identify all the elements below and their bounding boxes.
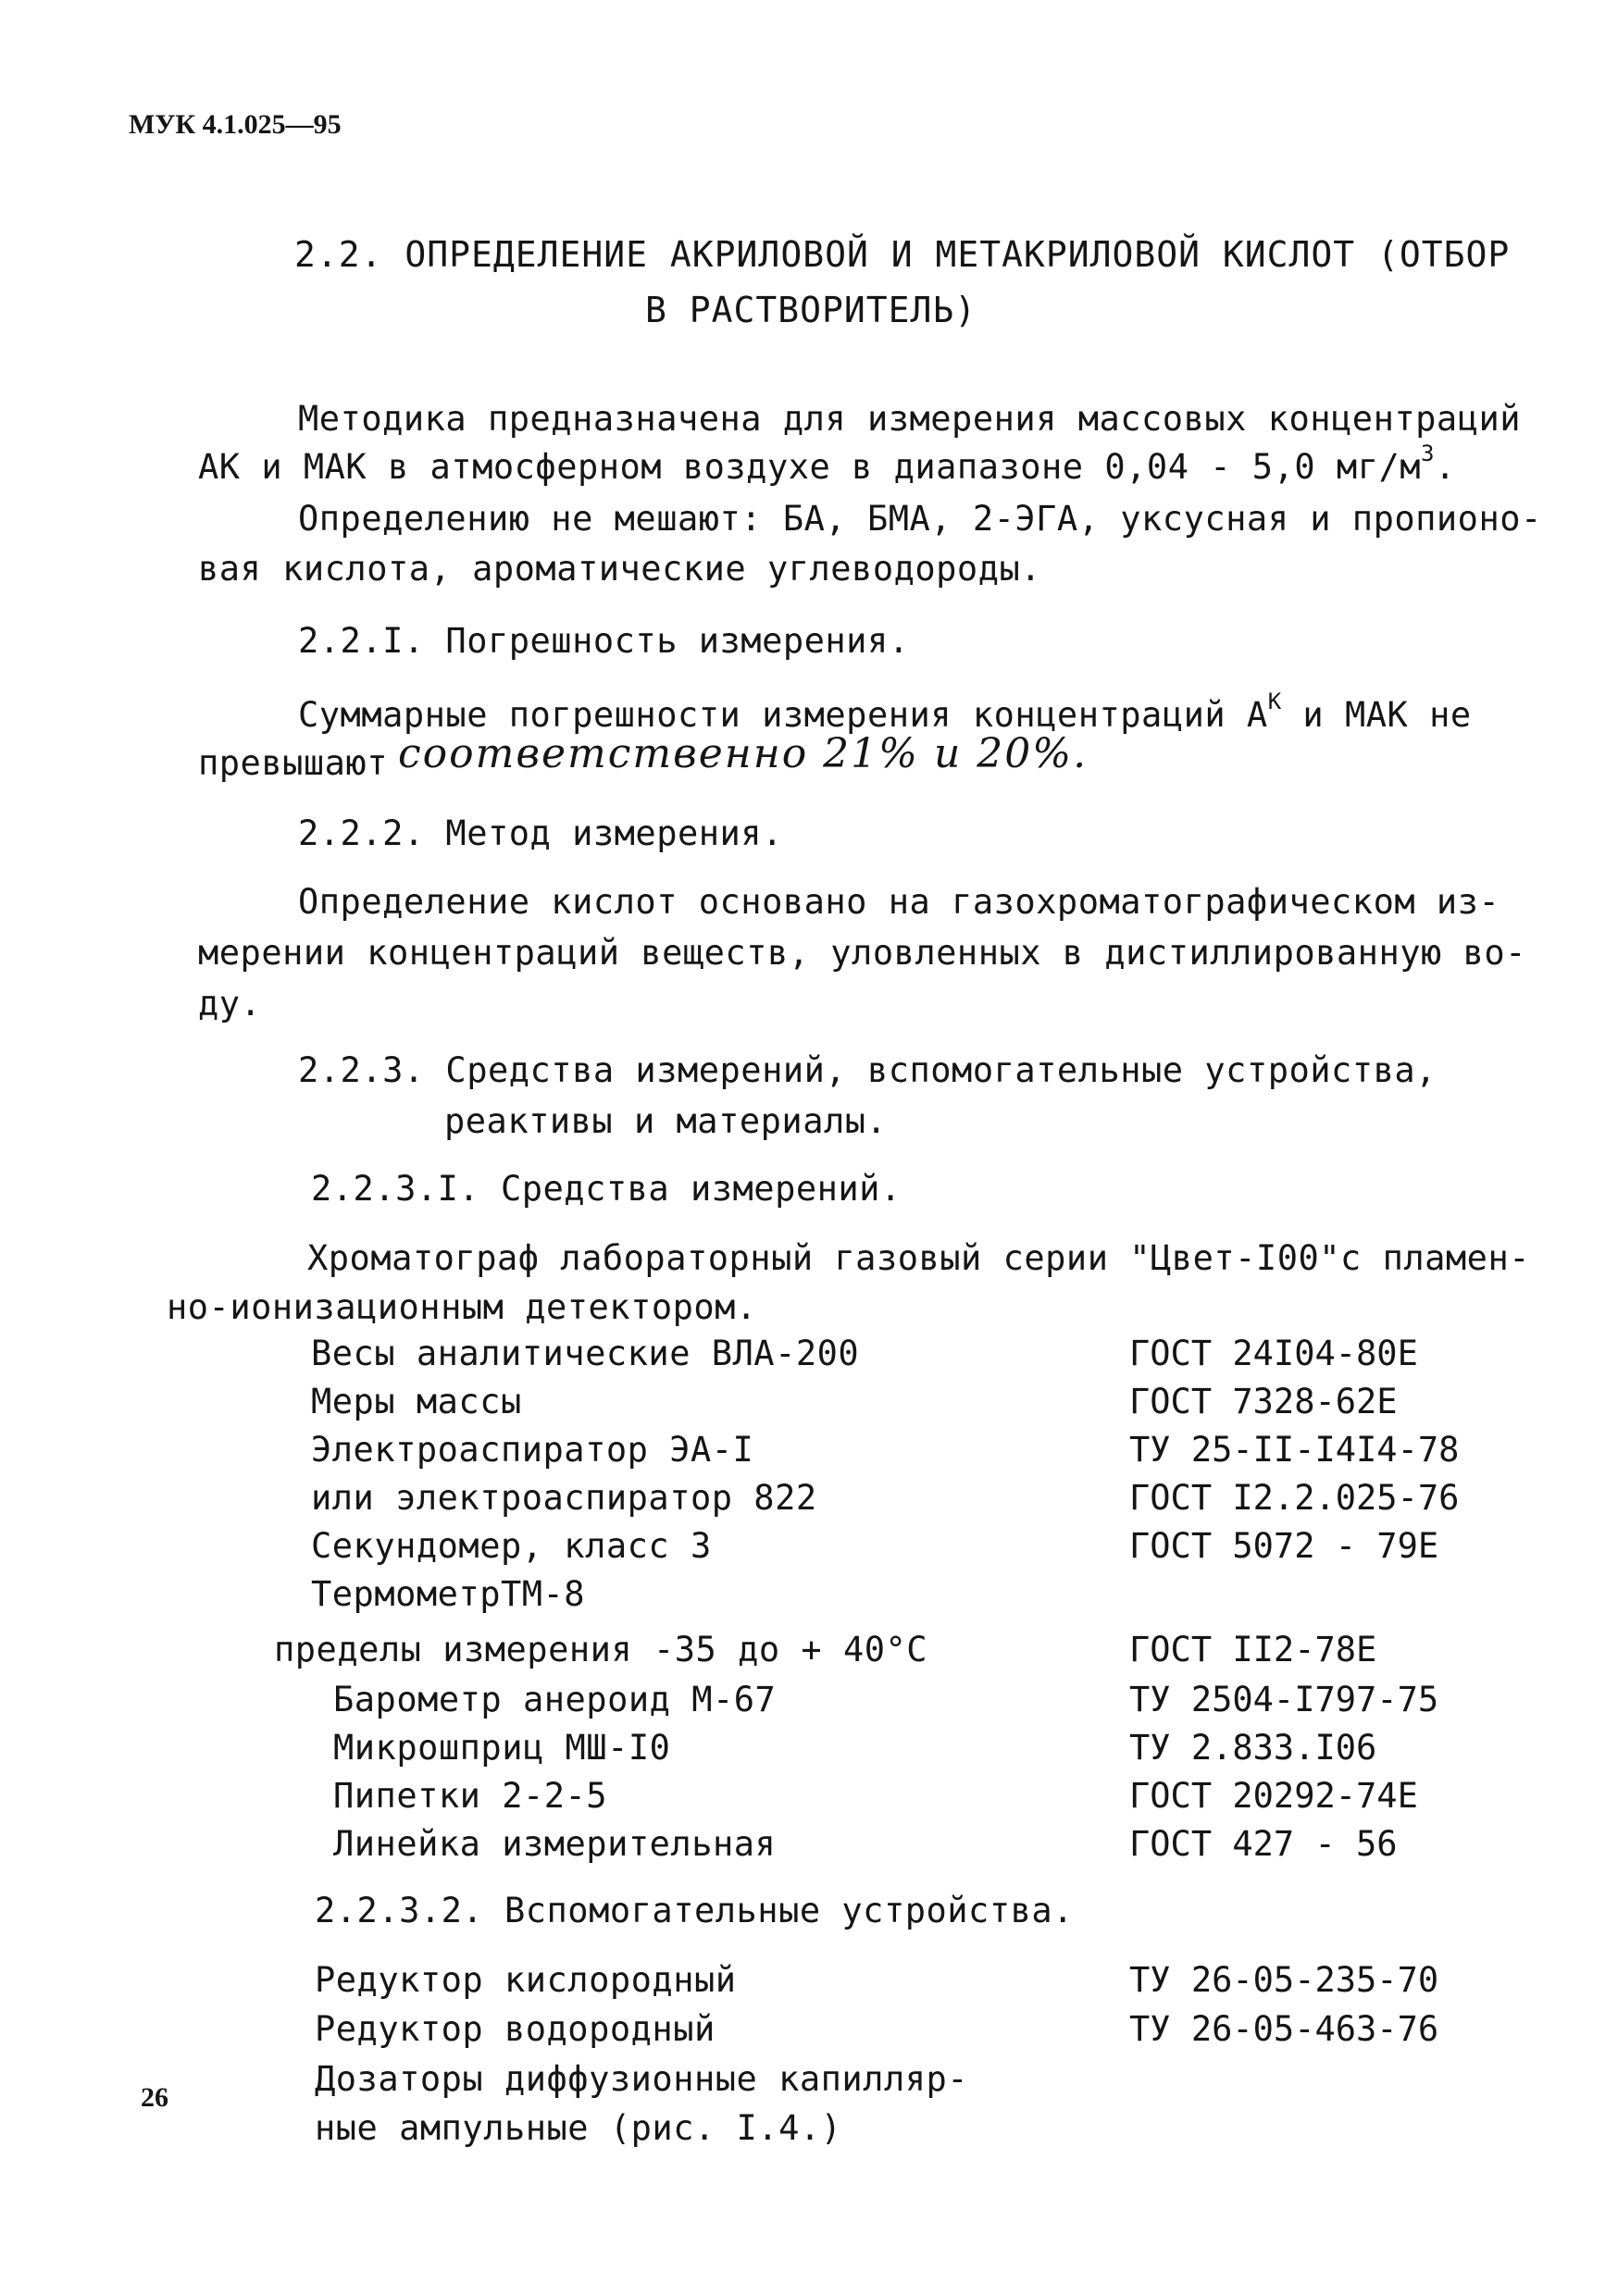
instrument-standard: ТУ 2504-I797-75 [1129, 1680, 1439, 1719]
instrument-standard: ТУ 25-II-I4I4-78 [1129, 1430, 1460, 1470]
instrument-name: Барометр анероид М-67 [333, 1680, 777, 1719]
device-name: ные ампульные (рис. I.4.) [315, 2108, 842, 2148]
device-name: Дозаторы диффузионные капилляр- [315, 2059, 969, 2099]
instrument-name: Электроаспиратор ЭА-I [311, 1430, 754, 1470]
device-standard: ТУ 26-05-463-76 [1129, 2009, 1439, 2049]
error-line-1: Суммарные погрешности измерения концентраций $А^К$ и МАК не [298, 688, 1472, 735]
instrument-name: Секундомер, класс 3 [311, 1526, 712, 1566]
intro-line-3: Определению не мешают: БА, БМА, 2-ЭГА, уксусная и пропионо- [298, 499, 1542, 539]
device-name: Редуктор кислородный [315, 1960, 737, 2000]
intro-line-1: Методика предназначена для измерения массовых концентраций [298, 399, 1522, 439]
instrument-name: или электроаспиратор 822 [311, 1478, 817, 1518]
instrument-standard: ГОСТ 7328-62Е [1129, 1382, 1398, 1421]
instrument-name: Весы аналитические ВЛА-200 [311, 1334, 860, 1373]
instrument-name: Линейка измерительная [333, 1824, 777, 1864]
instrument-name: пределы измерения -35 до + 40°С [274, 1630, 928, 1669]
method-line-2: мерении концентраций веществ, уловленных в дистиллированную во- [198, 933, 1526, 973]
chromatograph-line-2: но-ионизационным детектором. [167, 1287, 757, 1327]
method-line-3: ду. [198, 984, 262, 1024]
instrument-name: Пипетки 2-2-5 [333, 1776, 608, 1816]
intro-line-2: АК и МАК в атмосферном воздухе в диапазоне 0,04 - 5,0 $мг/м^3$. [198, 440, 1456, 487]
section-title-line-1: 2.2. ОПРЕДЕЛЕНИЕ АКРИЛОВОЙ И МЕТАКРИЛОВОЙ КИСЛОТ (ОТБОР [294, 234, 1511, 275]
instrument-standard: ГОСТ 5072 - 79Е [1129, 1526, 1439, 1566]
subsection-2-2-2-heading: 2.2.2. Метод измерения. [298, 813, 783, 853]
instrument-name: Меры массы [311, 1382, 522, 1421]
page-number: 26 [141, 2082, 168, 2113]
instrument-standard: ГОСТ 427 - 56 [1129, 1824, 1398, 1864]
subsection-2-2-3-2-heading: 2.2.3.2. Вспомогательные устройства. [315, 1891, 1074, 1930]
subsection-2-2-3-heading-line-1: 2.2.3. Средства измерений, вспомогательные устройства, [298, 1050, 1437, 1090]
instrument-standard: ТУ 2.833.I06 [1129, 1728, 1377, 1768]
error-line-2-typed: превышают [198, 743, 388, 783]
device-name: Редуктор водородный [315, 2009, 716, 2049]
method-line-1: Определение кислот основано на газохроматографическом из- [298, 882, 1500, 922]
instrument-standard: ГОСТ II2-78Е [1129, 1630, 1377, 1669]
intro-line-4: вая кислота, ароматические углеводороды. [198, 549, 1042, 589]
subsection-2-2-3-1-heading: 2.2.3.I. Средства измерений. [311, 1169, 902, 1209]
subsection-2-2-3-heading-line-2: реактивы и материалы. [444, 1101, 888, 1141]
instrument-standard: ГОСТ 24I04-80Е [1129, 1334, 1418, 1373]
instrument-standard: ГОСТ I2.2.025-76 [1129, 1478, 1460, 1518]
instrument-standard: ГОСТ 20292-74Е [1129, 1776, 1418, 1816]
device-standard: ТУ 26-05-235-70 [1129, 1960, 1439, 2000]
instrument-name: Микрошприц МШ-I0 [333, 1728, 671, 1768]
instrument-name: ТермометрТМ-8 [311, 1574, 586, 1614]
handwritten-annotation: соответственно 21% и 20%. [398, 730, 1089, 777]
subsection-2-2-1-heading: 2.2.I. Погрешность измерения. [298, 621, 910, 661]
chromatograph-line-1: Хроматограф лабораторный газовый серии "Цвет-I00"с пламен- [307, 1238, 1531, 1278]
section-title-line-2: В РАСТВОРИТЕЛЬ) [645, 290, 977, 330]
document-code: МУК 4.1.025—95 [129, 109, 342, 140]
